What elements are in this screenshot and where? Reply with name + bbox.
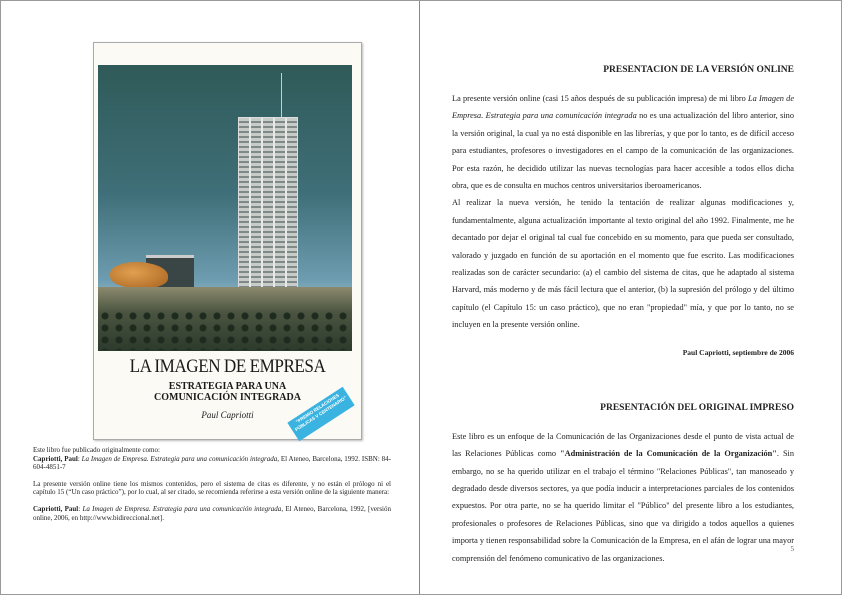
cover-title: LA IMAGEN DE EMPRESA <box>129 356 326 377</box>
online-version-note: La presente versión online tiene los mismos contenidos, pero el sistema de citas es diferente, y no están el prólogo ni el capítulo 15 (“Un caso práctico”), por lo cual, al ser citado, se recomienda referirse a esta versión online de la siguiente manera: <box>33 479 391 497</box>
right-page <box>421 0 842 595</box>
trees <box>98 310 352 350</box>
tower-image <box>238 117 298 297</box>
cover-notes <box>33 446 391 530</box>
heading-online-version: PRESENTACION DE LA VERSIÓN ONLINE <box>603 65 794 75</box>
page-number: 5 <box>790 545 794 553</box>
golden-fish-sculpture <box>110 262 168 288</box>
paragraph-online-2: Al realizar la nueva versión, he tenido la tentación de realizar algunas modificaciones y, fundamentalmente, alguna actualización importante al texto original del año 1992. Finalmente, me he decantado por dejar el original tal cual fue concebido en su momento, para que pueda ser consultado, valorado y juzgado en función de su aportación en el momento que fue escrito. Las modificaciones realizadas son de carácter secundario: (a) el cambio del sistema de citas, que he adaptado al sistema Harvard, más moderno y de más fácil lectura que el anterior, (b) la supresión del prólogo y del último capítulo (el Capítulo 15: un caso práctico), que no eran "propiedad" mía, y que por lo tanto, no se incluyen en la presente versión online. <box>452 198 794 330</box>
paragraph-online-1: La presente versión online (casi 15 años después de su publicación impresa) de mi libro La Imagen de Empresa. Estrategia para una comunicación integrada no es una actualización del libro anterior, sino la versión original, la cual ya no está disponible en las librerías, y que por lo tanto, es de difícil acceso para estudiantes, profesores o investigadores en el campo de la comunicación de las organizaciones. Por esta razón, he decidido utilizar las nuevas tecnologías para hacer accesible a todos ellos dicha obra, que es de consulta en muchos centros universitarios iberoamericanos. <box>452 94 795 191</box>
signature: Paul Capriotti, septiembre de 2006 <box>682 347 794 357</box>
award-sticker: "PREMIO RELACIONES PÚBLICAS V CENTENARIO" <box>287 387 354 441</box>
cover-photo <box>98 65 352 351</box>
heading-original-print: PRESENTACIÓN DEL ORIGINAL IMPRESO <box>600 402 794 413</box>
paragraph-original: Este libro es un enfoque de la Comunicación de las Organizaciones desde el punto de vista actual de las Relaciones Públicas como "Administración de la Comunicación de la Organización". Sin embargo, no se ha querido utilizar en el trabajo el término "Relaciones Públicas", tan manoseado y degradado desde diversos sectores, ya que podía inducir a interpretaciones parciales de los contenidos expuestos. Por otra parte, no se ha querido limitar el "Público" del presente libro a los estudiantes, profesionales o profesores de Relaciones Públicas, sino que va dirigido a todos aquellos a quienes importa y tienen responsabilidad sobre la Comunicación de la Empresa, en el afán de lograr una mayor comprensión del fenómeno comunicativo de las organizaciones. <box>452 431 795 563</box>
right-column <box>452 64 794 567</box>
antenna <box>281 73 282 119</box>
online-citation: Capriotti, Paul: La Imagen de Empresa. Estrategia para una comunicación integrada, El Ateneo, Barcelona, 1992, [versión online, 2006, en http://www.bidireccional.net]. <box>33 504 391 522</box>
cover-author: Paul Capriotti <box>201 410 254 420</box>
original-publication-note: Este libro fue publicado originalmente como: Capriotti, Paul: La Imagen de Empresa. Estrategia para una comunicación integrada, El Ateneo, Barcelona, 1992. ISBN: 84-604-4851-7 <box>33 446 391 472</box>
cover-subtitle: ESTRATEGIA PARA UNA COMUNICACIÓN INTEGRADA <box>154 381 301 403</box>
left-page <box>0 0 420 595</box>
book-cover <box>93 42 362 440</box>
